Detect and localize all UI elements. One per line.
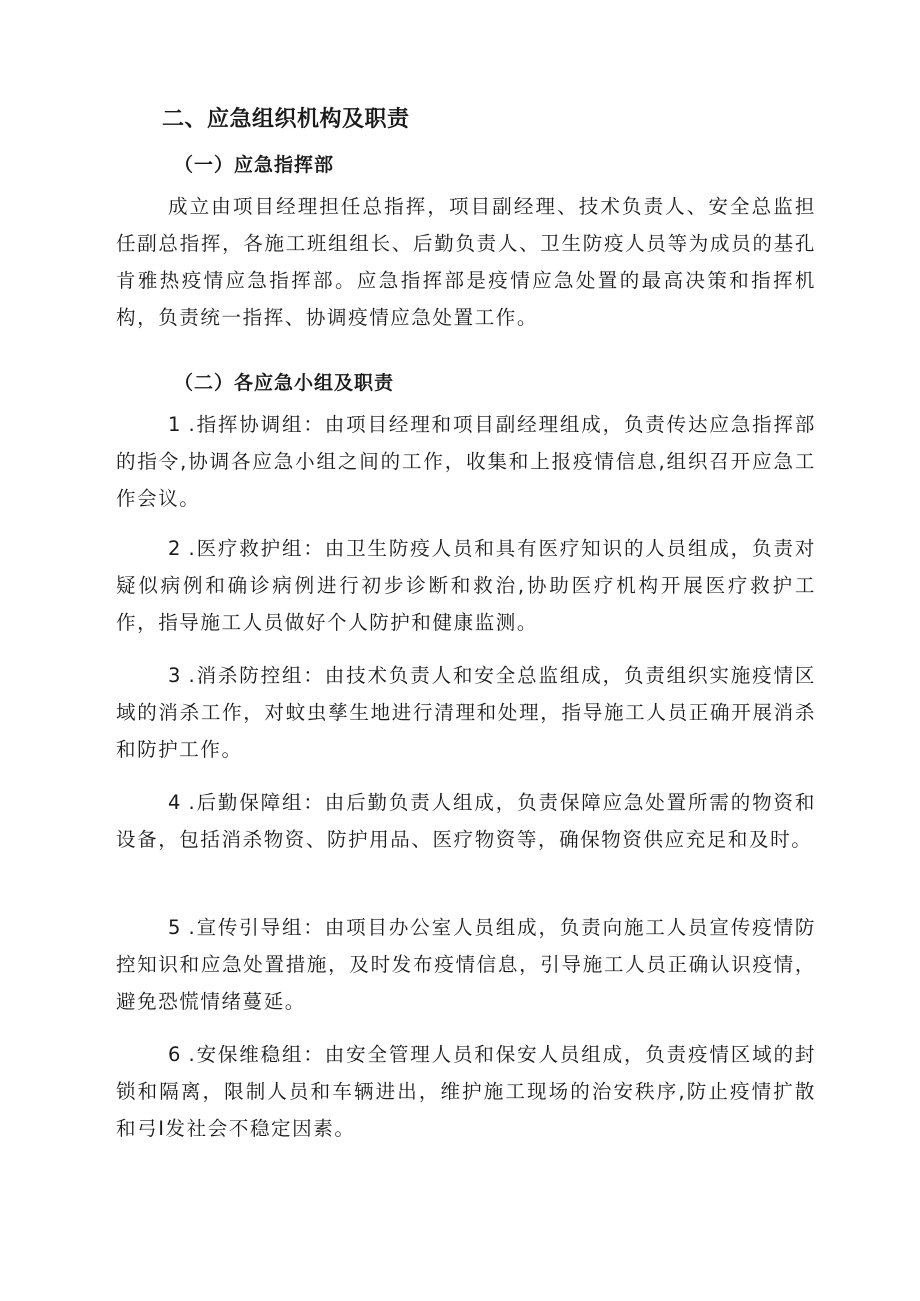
group-text: .指挥协调组：由项目经理和项目副经理组成，负责传达应急指挥部的指令,协调各应急小组之间的工作，收集和上报疫情信息,组织召开应急工作会议。 (116, 413, 816, 510)
group-text: .安保维稳组：由安全管理人员和保安人员组成，负责疫情区域的封锁和隔离，限制人员和车辆进出，维护施工现场的治安秩序,防止疫情扩散和弓I发社会不稳定因素。 (116, 1043, 816, 1140)
group-number: 2 (168, 537, 181, 560)
group-paragraph-coordination (116, 406, 816, 517)
group-paragraph-publicity (116, 909, 816, 1020)
group-number: 5 (168, 916, 181, 939)
group-paragraph-logistics (116, 784, 816, 858)
group-paragraph-medical (116, 530, 816, 641)
group-text: .医疗救护组：由卫生防疫人员和具有医疗知识的人员组成，负责对疑似病例和确诊病例进行初步诊断和救治,协助医疗机构开展医疗救护工作，指导施工人员做好个人防护和健康监测。 (116, 537, 816, 634)
group-text: .消杀防控组：由技术负责人和安全总监组成，负责组织实施疫情区域的消杀工作，对蚊虫孳生地进行清理和处理，指导施工人员正确开展消杀和防护工作。 (116, 664, 816, 761)
group-text: .宣传引导组：由项目办公室人员组成，负责向施工人员宣传疫情防控知识和应急处置措施，及时发布疫情信息，引导施工人员正确认识疫情，避免恐慌情绪蔓延。 (116, 916, 816, 1013)
subsection-heading-command-center: （一）应急指挥部 (174, 154, 335, 176)
command-center-paragraph: 成立由项目经理担任总指挥，项目副经理、技术负责人、安全总监担任副总指挥，各施工班组组长、后勤负责人、卫生防疫人员等为成员的基孔肯雅热疫情应急指挥部。应急指挥部是疫情应急处置的最高决策和指挥机构，负责统一指挥、协调疫情应急处置工作。 (116, 195, 816, 329)
group-number: 6 (168, 1043, 181, 1066)
group-number: 3 (168, 664, 181, 687)
section-heading: 二、应急组织机构及职责 (162, 107, 410, 132)
group-paragraph-security (116, 1036, 816, 1147)
group-text: .后勤保障组：由后勤负责人组成，负责保障应急处置所需的物资和设备，包括消杀物资、防护用品、医疗物资等，确保物资供应充足和及时。 (116, 791, 816, 851)
group-number: 4 (168, 791, 181, 814)
subsection-heading-emergency-groups: （二）各应急小组及职责 (174, 372, 395, 394)
group-number: 1 (168, 413, 181, 436)
group-paragraph-disinfection (116, 657, 816, 768)
